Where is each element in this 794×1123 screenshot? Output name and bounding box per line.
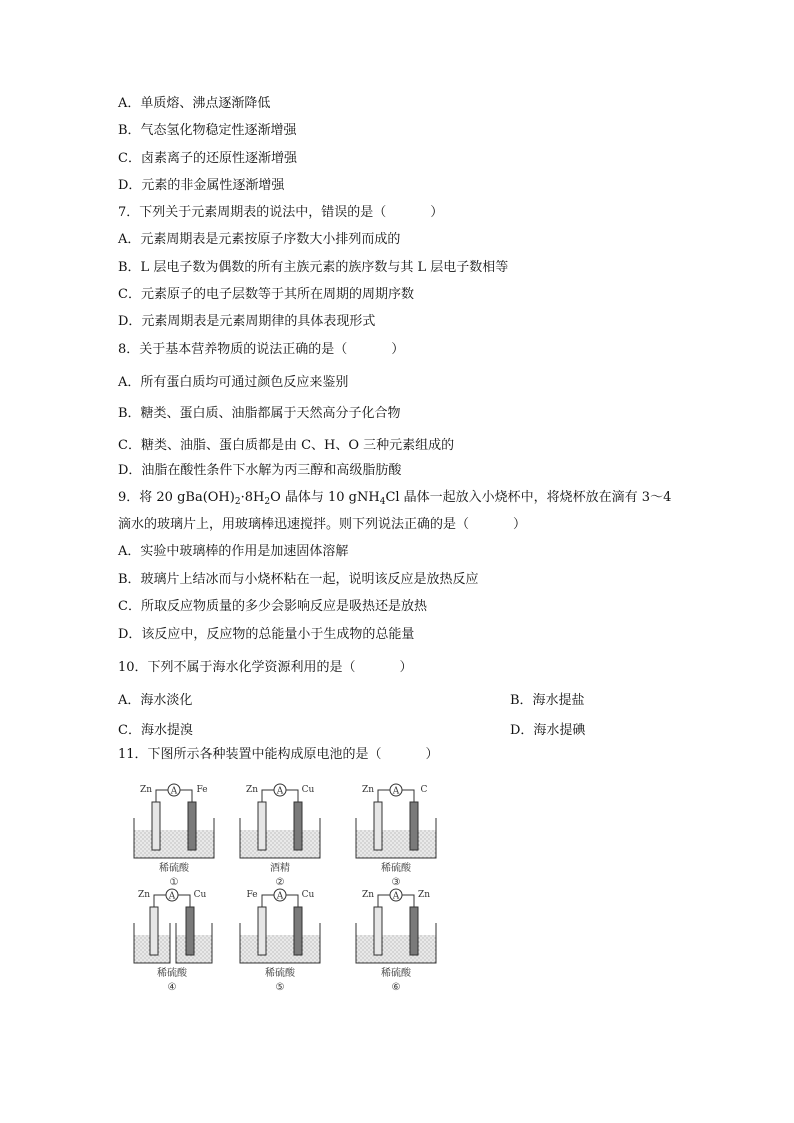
liquid-fill: [356, 935, 436, 963]
solution-label: 稀硫酸: [381, 863, 411, 874]
q9-option-b: B．玻璃片上结冰而与小烧杯粘在一起，说明该反应是放热反应: [118, 572, 479, 587]
ammeter-label: A: [276, 786, 284, 797]
solution-label: 稀硫酸: [157, 968, 187, 979]
electrode-right: [294, 802, 302, 850]
q10-option-c: C．海水提溴: [118, 723, 193, 738]
q9-stem-part: 9．将 20 gBa(OH): [118, 490, 235, 505]
q8-stem: [118, 341, 404, 359]
q6-option-c: C．卤素离子的还原性逐渐增强: [118, 151, 297, 166]
q7-stem-text: 7．下列关于元素周期表的说法中，错误的是（: [118, 205, 387, 220]
electrode-right-label: Cu: [193, 890, 207, 900]
liquid-fill: [356, 830, 436, 858]
q9-stem-line1: [118, 489, 671, 511]
electrode-left: [374, 907, 382, 955]
electrode-left: [150, 907, 158, 955]
solution-label: 稀硫酸: [265, 968, 295, 979]
cell-4: [134, 889, 212, 993]
cell-number: ⑥: [391, 982, 401, 993]
q11-stem-text: 11．下图所示各种装置中能构成原电池的是（: [118, 747, 382, 762]
q10-option-a: A．海水淡化: [118, 693, 193, 708]
q8-stem-text: 8．关于基本营养物质的说法正确的是（: [118, 342, 348, 357]
q10-option-b: B．海水提盐: [510, 693, 585, 708]
ammeter-label: A: [170, 786, 178, 797]
liquid-fill: [134, 830, 214, 858]
q8-option-b: B．糖类、蛋白质、油脂都属于天然高分子化合物: [118, 406, 401, 421]
electrode-left-label: Zn: [139, 785, 153, 795]
q8-stem-close: ）: [391, 342, 405, 357]
q9-stem-text: 滴水的玻璃片上，用玻璃棒迅速搅拌。则下列说法正确的是（: [118, 517, 470, 532]
cell-5: [240, 889, 320, 993]
q9-subscript: 2: [234, 497, 241, 507]
q11-stem-close: ）: [425, 747, 439, 762]
q9-option-d: D．该反应中，反应物的总能量小于生成物的总能量: [118, 627, 415, 642]
q10-stem-text: 10．下列不属于海水化学资源利用的是（: [118, 660, 356, 675]
electrode-left-label: Zn: [137, 890, 151, 900]
cell-1: [134, 784, 214, 888]
cell-number: ①: [169, 877, 179, 888]
electrode-left: [258, 802, 266, 850]
electrode-left: [152, 802, 160, 850]
electrode-left: [258, 907, 266, 955]
electrode-left-label: Zn: [361, 890, 375, 900]
solution-label: 酒精: [270, 863, 290, 874]
q10-stem: [118, 659, 413, 677]
ammeter-label: A: [392, 891, 400, 902]
q8-option-a: A．所有蛋白质均可通过颜色反应来鉴别: [118, 375, 349, 390]
q6-option-d: D．元素的非金属性逐渐增强: [118, 178, 285, 193]
electrode-right-label: Fe: [196, 785, 208, 795]
cell-number: ⑤: [275, 982, 285, 993]
electrode-left-label: Zn: [361, 785, 375, 795]
galvanic-cell-figure: [126, 780, 456, 1005]
q9-option-c: C．所取反应物质量的多少会影响反应是吸热还是放热: [118, 599, 427, 614]
electrode-right: [410, 907, 418, 955]
electrode-left: [374, 802, 382, 850]
q7-option-b: B．L 层电子数为偶数的所有主族元素的族序数与其 L 层电子数相等: [118, 260, 509, 275]
q9-stem-part: Cl 晶体一起放入小烧杯中，将烧杯放在滴有 3～4: [385, 490, 672, 505]
q6-option-a: A．单质熔、沸点逐渐降低: [118, 96, 271, 111]
q9-subscript: 2: [264, 497, 271, 507]
cell-number: ②: [275, 877, 285, 888]
electrode-left-label: Zn: [245, 785, 259, 795]
cell-3: [356, 784, 436, 888]
cell-number: ④: [167, 982, 177, 993]
liquid-fill: [240, 830, 320, 858]
q10-stem-close: ）: [399, 660, 413, 675]
q11-stem: [118, 746, 439, 764]
q7-stem-close: ）: [430, 205, 444, 220]
q9-stem-part: ·8H: [240, 490, 265, 505]
cell-number: ③: [391, 877, 401, 888]
electrode-right: [410, 802, 418, 850]
electrode-right: [186, 907, 194, 955]
electrode-right-label: Cu: [301, 890, 315, 900]
ammeter-label: A: [168, 891, 176, 902]
q9-subscript: 4: [379, 497, 386, 507]
cell-6: [356, 889, 436, 993]
q7-stem: [118, 204, 443, 222]
q7-option-c: C．元素原子的电子层数等于其所在周期的周期序数: [118, 287, 414, 302]
q7-option-d: D．元素周期表是元素周期律的具体表现形式: [118, 314, 376, 329]
q9-stem-part: O 晶体与 10 gNH: [270, 490, 380, 505]
solution-label: 稀硫酸: [381, 968, 411, 979]
ammeter-label: A: [392, 786, 400, 797]
ammeter-label: A: [276, 891, 284, 902]
q6-option-b: B．气态氢化物稳定性逐渐增强: [118, 123, 297, 138]
electrode-right: [294, 907, 302, 955]
electrode-right-label: Cu: [301, 785, 315, 795]
q8-option-c: C．糖类、油脂、蛋白质都是由 C、H、O 三种元素组成的: [118, 438, 455, 453]
electrode-right: [188, 802, 196, 850]
q8-option-d: D．油脂在酸性条件下水解为丙三醇和高级脂肪酸: [118, 463, 402, 478]
liquid-fill: [240, 935, 320, 963]
solution-label: 稀硫酸: [159, 863, 189, 874]
q10-option-d: D．海水提碘: [510, 723, 586, 738]
q9-stem-close: ）: [513, 517, 527, 532]
q7-option-a: A．元素周期表是元素按原子序数大小排列而成的: [118, 232, 401, 247]
electrode-right-label: Zn: [417, 890, 431, 900]
electrode-left-label: Fe: [246, 890, 258, 900]
q9-option-a: A．实验中玻璃棒的作用是加速固体溶解: [118, 544, 349, 559]
cell-2: [240, 784, 320, 888]
q9-stem-line2: [118, 516, 526, 534]
electrode-right-label: C: [420, 785, 428, 795]
